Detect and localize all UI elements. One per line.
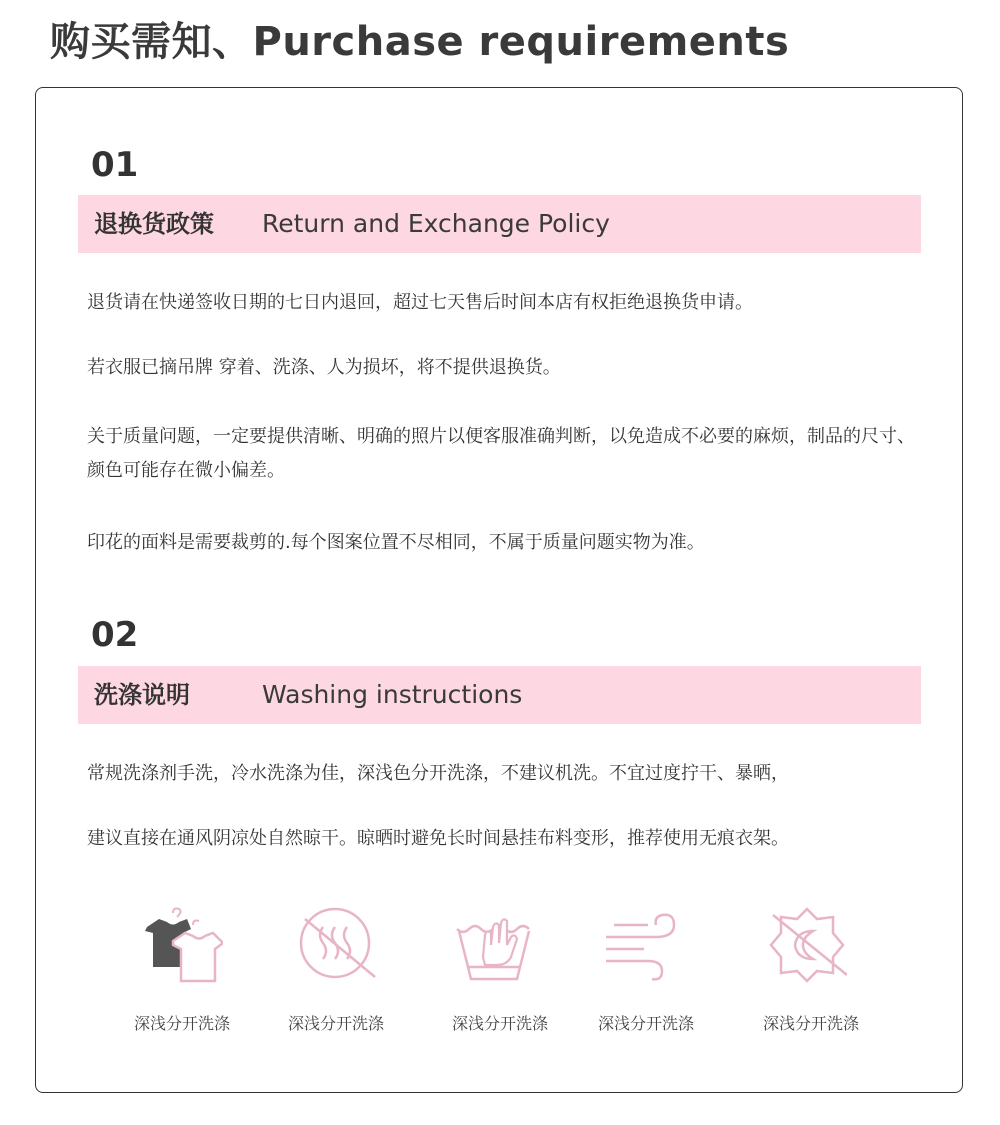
section-header-return-policy	[78, 195, 921, 253]
policy-paragraph: 印花的面料是需要裁剪的.每个图案位置不尽相同，不属于质量问题实物为准。	[87, 532, 705, 553]
separate-colors-shirts-icon	[143, 905, 223, 985]
care-icon-label: 深浅分开洗涤	[287, 1014, 384, 1033]
section-title-en: Return and Exchange Policy	[262, 209, 610, 238]
no-sun-exposure-icon	[767, 905, 847, 985]
washing-paragraph: 建议直接在通风阴凉处自然晾干。晾晒时避免长时间悬挂布料变形，推荐使用无痕衣架。	[87, 828, 789, 849]
hand-wash-icon	[455, 905, 535, 985]
policy-paragraph: 退货请在快递签收日期的七日内退回，超过七天售后时间本店有权拒绝退换货申请。	[87, 292, 753, 313]
care-icon-label: 深浅分开洗涤	[451, 1014, 548, 1033]
air-dry-wind-icon	[604, 905, 684, 985]
section-title-zh: 洗涤说明	[94, 681, 190, 709]
no-ironing-heat-icon	[297, 905, 377, 985]
policy-paragraph: 关于质量问题，一定要提供清晰、明确的照片以便客服准确判断，以免造成不必要的麻烦，制品的尺寸、颜色可能存在微小偏差。	[87, 426, 915, 481]
section-title-zh: 退换货政策	[94, 210, 214, 238]
page-title: 购买需知、Purchase requirements	[50, 19, 790, 65]
care-icon-label: 深浅分开洗涤	[597, 1014, 694, 1033]
section-number: 01	[91, 145, 139, 185]
section-title-en: Washing instructions	[262, 680, 523, 709]
care-icon-label: 深浅分开洗涤	[762, 1014, 859, 1033]
care-icon-label: 深浅分开洗涤	[133, 1014, 230, 1033]
section-header-washing	[78, 666, 921, 724]
section-number: 02	[91, 615, 139, 655]
policy-paragraph: 若衣服已摘吊牌 穿着、洗涤、人为损坏，将不提供退换货。	[87, 357, 561, 378]
washing-paragraph: 常规洗涤剂手洗，冷水洗涤为佳，深浅色分开洗涤，不建议机洗。不宜过度拧干、暴晒，	[87, 763, 789, 784]
